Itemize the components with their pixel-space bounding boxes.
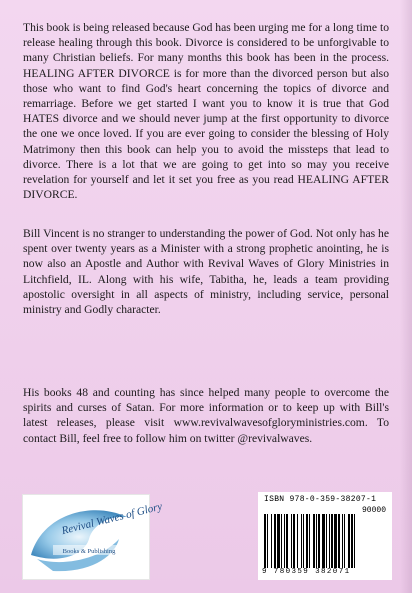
barcode-bar xyxy=(281,514,282,568)
barcode-bar xyxy=(301,514,302,568)
barcode-bar xyxy=(316,514,317,568)
barcode-bar xyxy=(267,514,268,568)
barcode-bar xyxy=(309,514,310,568)
description-paragraph: This book is being released because God has been urging me for a long time to release healing through this book. Divorce is considered to be unforgivable to many Christian beliefs. For many months this book has been in the process. HEALING AFTER DIVORCE is for more than the divorced person but also those who want to find God's heart concerning the topics of divorce and remarriage. Before we get started I want you to know it is true that God HATES divorce and we should never jump at the first opportunity to divorce the one we once loved. If you are ever going to consider the blessing of Holy Matrimony then this book can help you to avoid the missteps that lead to divorce. There is a lot that we are going to get into so may you receive revelation for yourself and let it set you free as you read HEALING AFTER DIVORCE. xyxy=(23,21,389,202)
barcode-bar xyxy=(264,514,266,568)
barcode-bar xyxy=(354,514,355,568)
barcode-bars xyxy=(264,514,386,568)
publisher-logo xyxy=(23,495,164,579)
barcode-bar xyxy=(306,514,308,568)
barcode-bar xyxy=(338,514,340,568)
barcode-bar xyxy=(286,514,288,568)
publisher-logo-graphic xyxy=(23,495,164,579)
isbn-barcode xyxy=(258,492,392,580)
spine-shadow xyxy=(400,0,412,593)
barcode-bar xyxy=(277,514,280,568)
isbn-number: ISBN 978-0-359-38207-1 xyxy=(264,495,377,504)
barcode-bar xyxy=(322,514,325,568)
publisher-logo-subtitle: Books & Publishing xyxy=(62,548,116,555)
barcode-bar xyxy=(318,514,320,568)
author-bio-paragraph: Bill Vincent is no stranger to understanding the power of God. Not only has he spent over twenty years as a Minister with a strong prophetic anointing, he is now also an Apostle and Author with Revival Waves of Glory Ministries in Litchfield, IL. Along with his wife, Tabitha, he, leads a team providing apostolic oversight in all aspects of ministry, including service, personal ministry and Godly character. xyxy=(23,227,389,317)
barcode-bar xyxy=(297,514,298,568)
barcode-bar xyxy=(331,514,333,568)
contact-info xyxy=(23,385,389,446)
barcode-bar xyxy=(313,514,315,568)
price-code: 90000 xyxy=(361,506,386,515)
publisher-logo-title: Revival Waves of Glory xyxy=(60,500,164,538)
barcode-bar xyxy=(293,514,295,568)
barcode-bar xyxy=(334,514,337,568)
contact-paragraph: His books 48 and counting has since helped many people to overcome the spirits and curses of Satan. For more information or to keep up with Bill's latest releases, please visit www.revivalwavesofgloryministries.com. To contact Bill, feel free to follow him on twitter @revivalwaves. xyxy=(23,386,389,445)
barcode-bar xyxy=(274,514,276,568)
barcode-bar xyxy=(271,514,272,568)
barcode-bar xyxy=(351,514,353,568)
book-description xyxy=(23,20,389,202)
barcode-bar xyxy=(329,514,330,568)
barcode-bar xyxy=(348,514,350,568)
barcode-bar xyxy=(303,514,304,568)
ean-digits: 9 780359 382071 xyxy=(262,568,351,576)
barcode-bar xyxy=(342,514,343,568)
author-bio xyxy=(23,226,389,317)
barcode-bar xyxy=(344,514,345,568)
barcode-bar xyxy=(326,514,327,568)
barcode-bar xyxy=(284,514,285,568)
barcode-bar xyxy=(291,514,292,568)
